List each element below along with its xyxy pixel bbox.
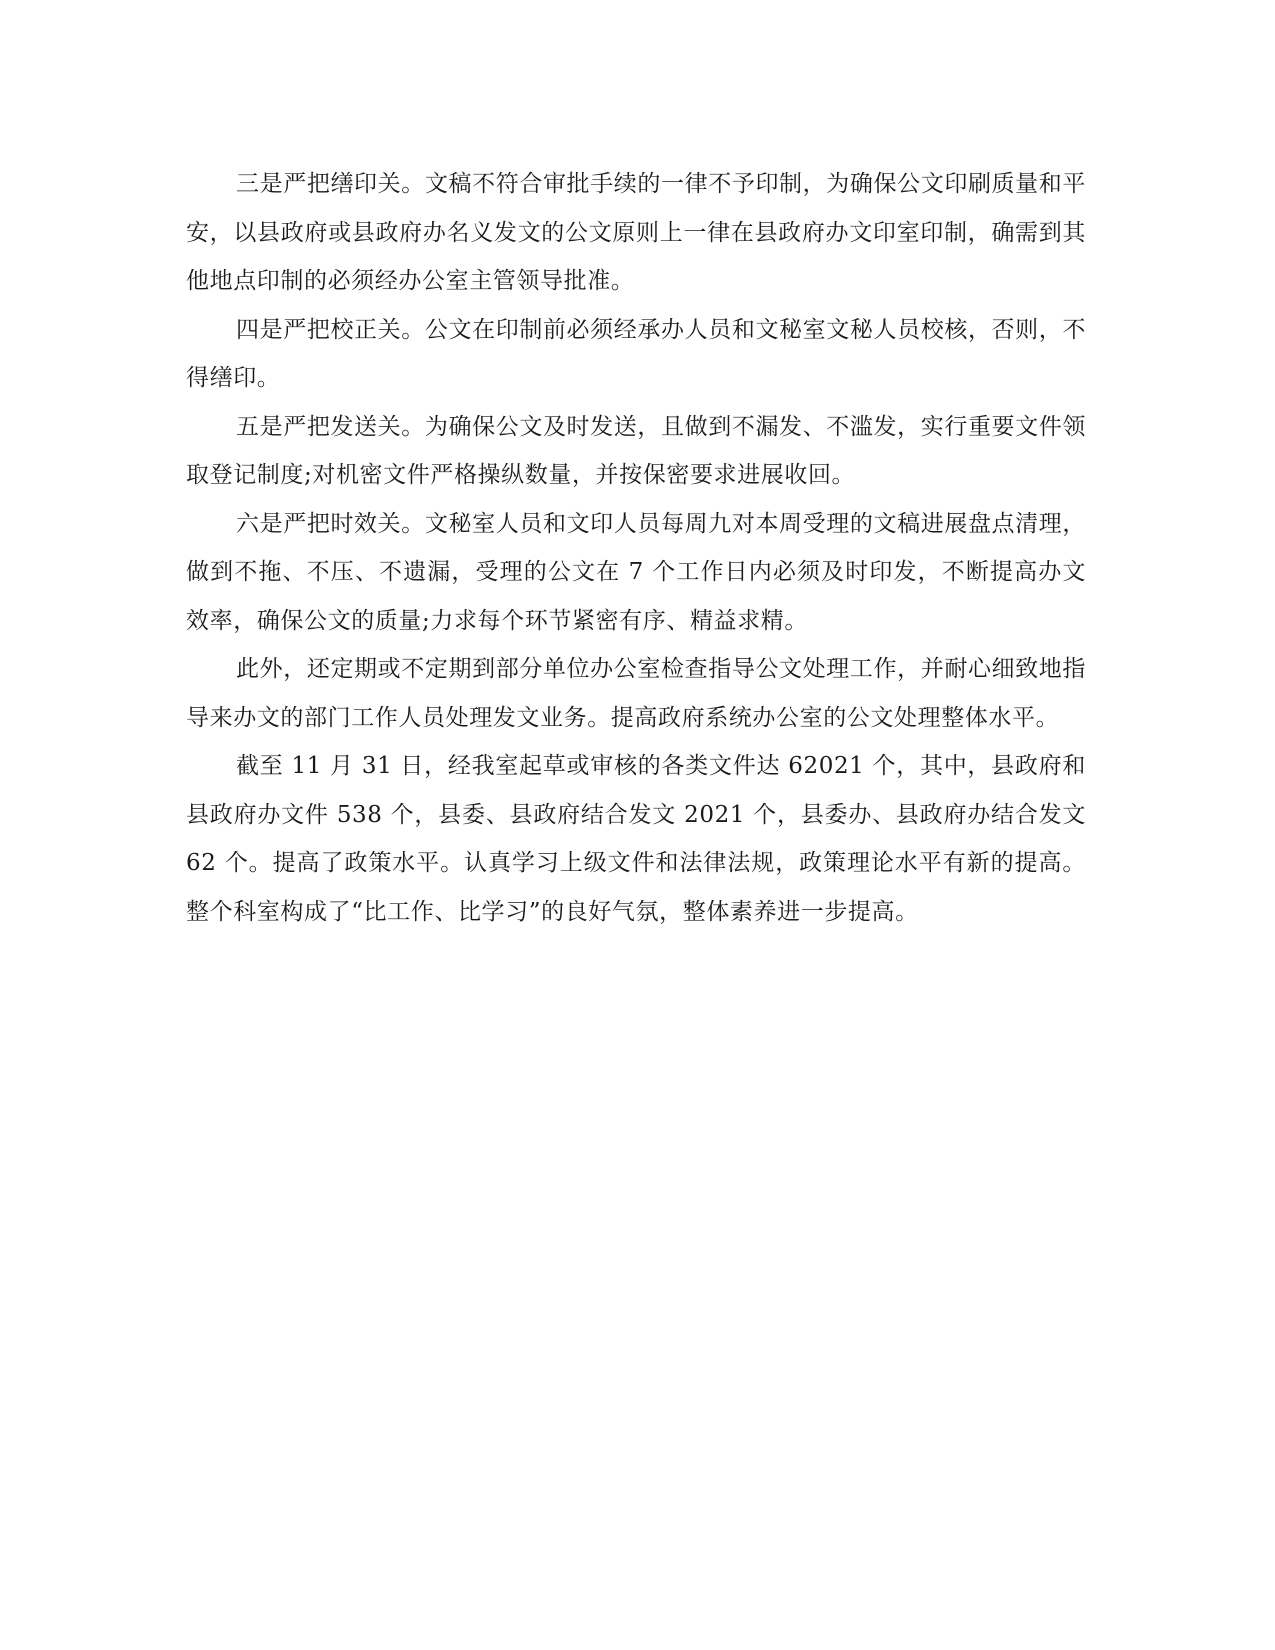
paragraph-dispatch-check: 五是严把发送关。为确保公文及时发送，且做到不漏发、不滥发，实行重要文件领取登记制度;对机密文件严格操纵数量，并按保密要求进展收回。: [186, 413, 1086, 488]
paragraph-guidance: 此外，还定期或不定期到部分单位办公室检查指导公文处理工作，并耐心细致地指导来办文的部门工作人员处理发文业务。提高政府系统办公室的公文处理整体水平。: [186, 656, 1086, 731]
paragraph-timeliness-check: 六是严把时效关。文秘室人员和文印人员每周九对本周受理的文稿进展盘点清理，做到不拖、不压、不遗漏，受理的公文在 7 个工作日内必须及时印发，不断提高办文效率，确保公文的质量;力求每个环节紧密有序、精益求精。: [186, 510, 1086, 634]
paragraph-proofreading-check: 四是严把校正关。公文在印制前必须经承办人员和文秘室文秘人员校核，否则，不得缮印。: [186, 316, 1086, 391]
document-body: [186, 160, 1086, 936]
paragraph-statistics: 截至 11 月 31 日，经我室起草或审核的各类文件达 62021 个，其中，县政府和县政府办文件 538 个，县委、县政府结合发文 2021 个，县委办、县政府办结合发文 62 个。提高了政策水平。认真学习上级文件和法律法规，政策理论水平有新的提高。整个科室构成了“比工作、比学习”的良好气氛，整体素养进一步提高。: [186, 753, 1086, 925]
paragraph-printing-check: 三是严把缮印关。文稿不符合审批手续的一律不予印制，为确保公文印刷质量和平安，以县政府或县政府办名义发文的公文原则上一律在县政府办文印室印制，确需到其他地点印制的必须经办公室主管领导批准。: [186, 171, 1086, 294]
